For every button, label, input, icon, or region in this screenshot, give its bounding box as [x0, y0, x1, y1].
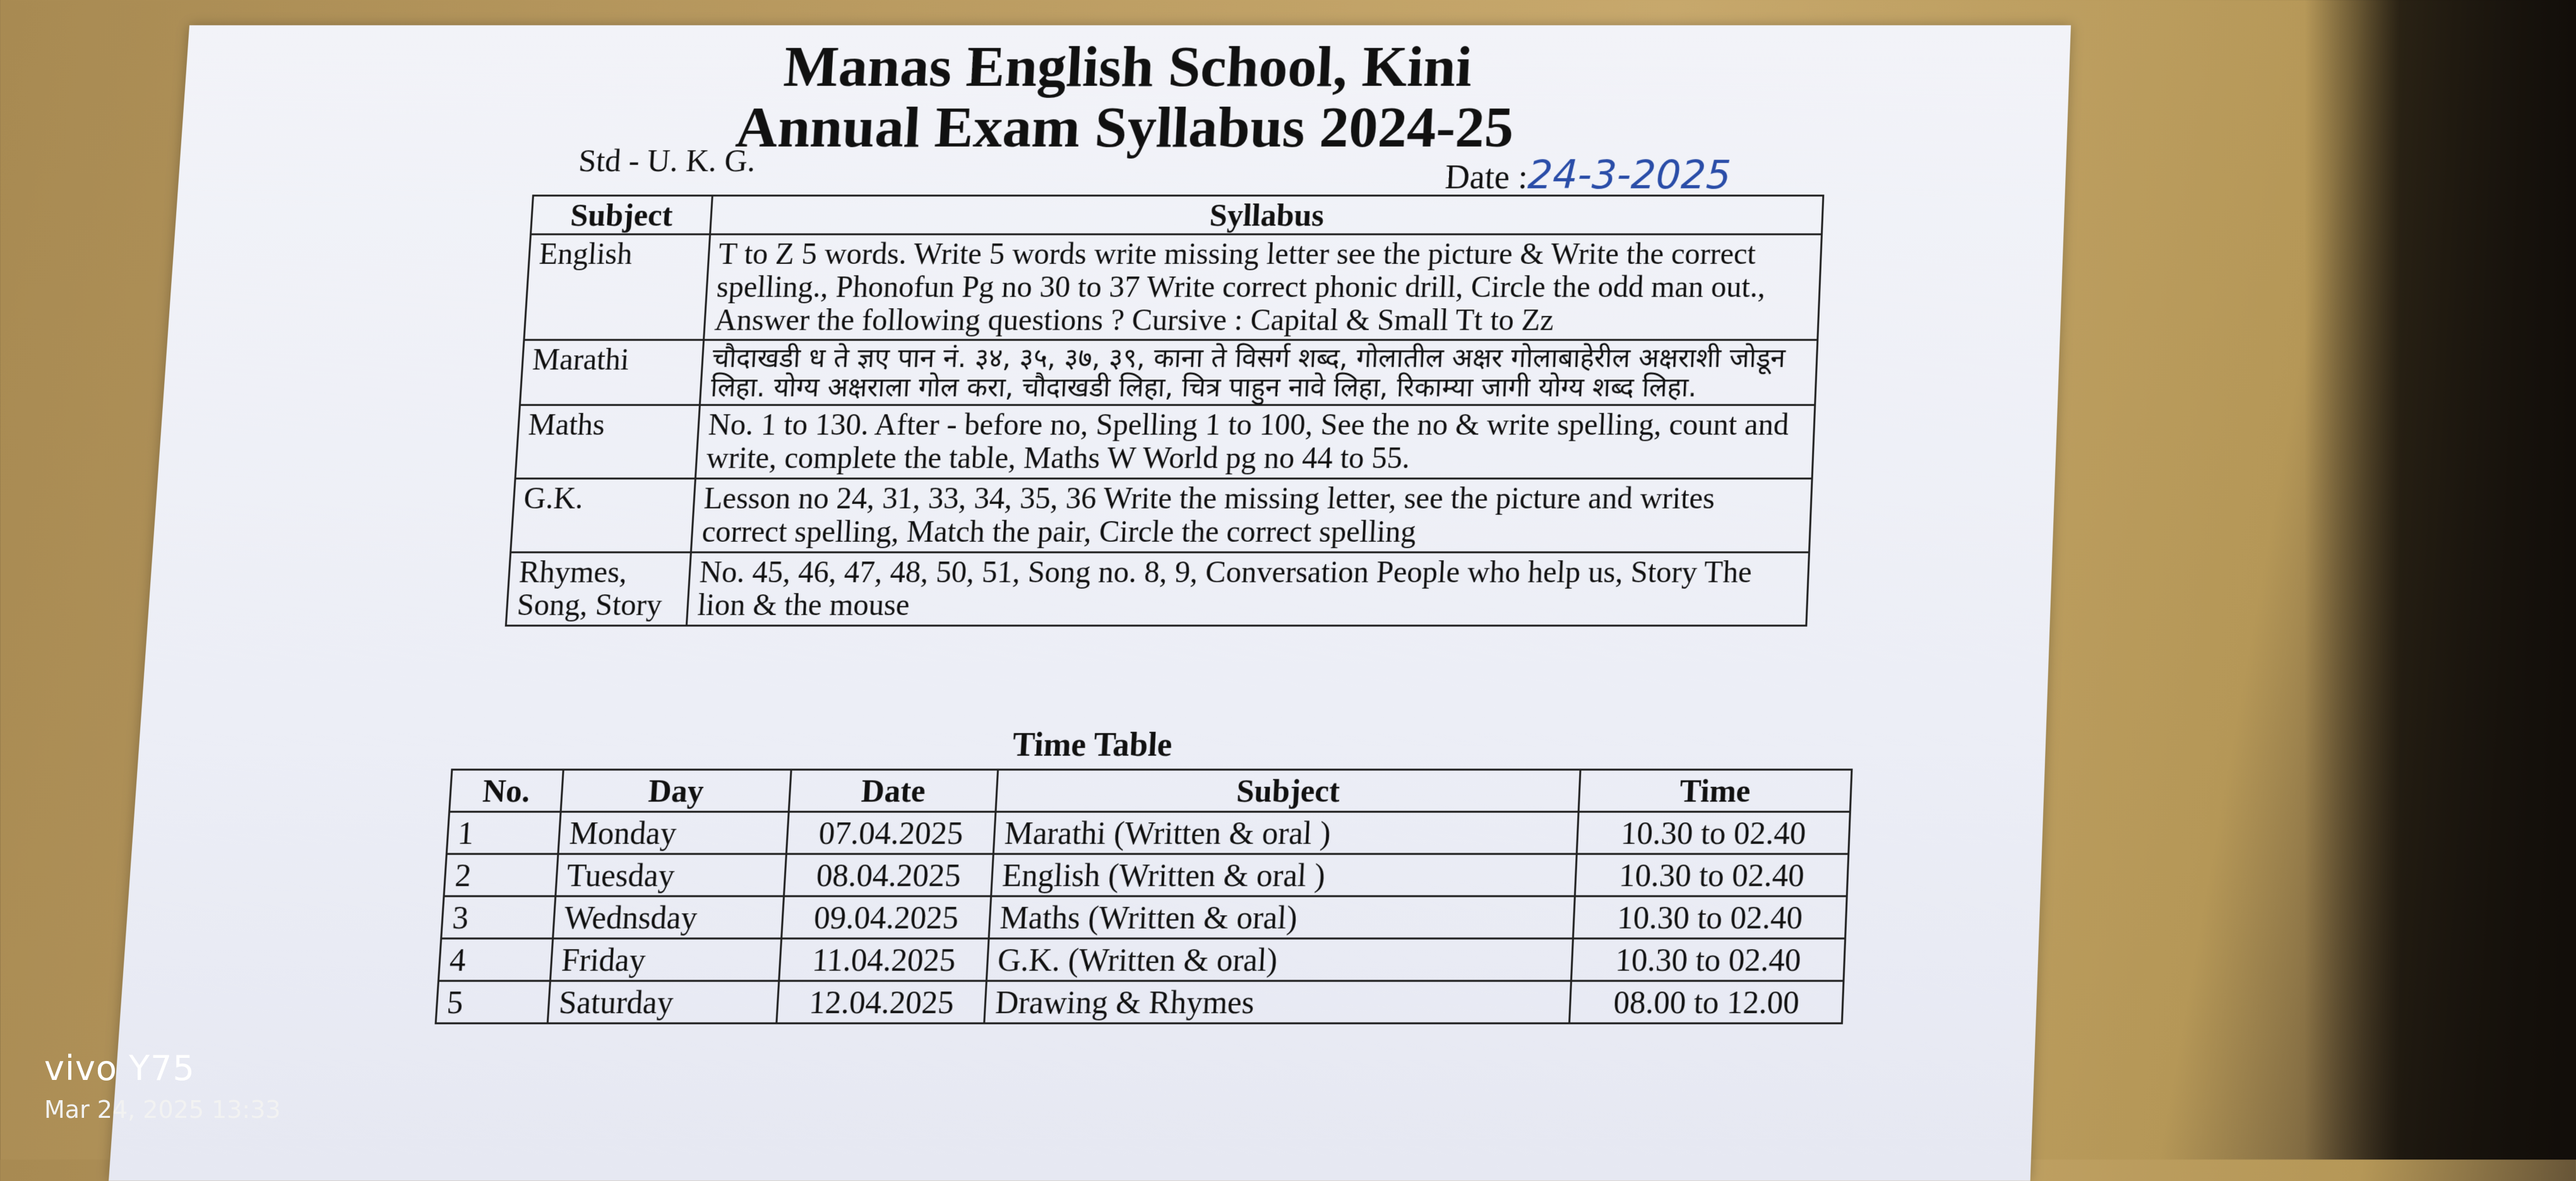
date-cell: 07.04.2025	[786, 812, 996, 854]
syllabus-header-row	[531, 196, 1823, 234]
table-row	[446, 812, 1850, 854]
no-cell: 2	[444, 854, 558, 896]
date-cell: 12.04.2025	[777, 981, 987, 1023]
syllabus-cell: Lesson no 24, 31, 33, 34, 35, 36 Write the missing letter, see the picture and writes correct spelling, Match the pair, Circle the correct spelling	[691, 479, 1812, 552]
day-cell: Friday	[551, 938, 782, 981]
table-row	[511, 479, 1812, 552]
syllabus-cell: No. 1 to 130. After - before no, Spelling 1 to 100, See the no & write spelling, count and write, complete the table, Maths W World pg no 44 to 55.	[695, 405, 1815, 478]
school-name: Manas English School, Kini	[782, 33, 1474, 99]
standard-label: Std - U. K. G.	[577, 142, 757, 179]
date-field	[1444, 152, 1732, 198]
syllabus-table	[505, 195, 1825, 626]
time-cell: 10.30 to 02.40	[1571, 938, 1845, 981]
time-cell: 08.00 to 12.00	[1569, 981, 1844, 1023]
date-cell: 08.04.2025	[784, 854, 993, 896]
subject-header: Subject	[531, 196, 713, 234]
handwritten-date: 24-3-2025	[1527, 151, 1732, 198]
day-header: Day	[561, 770, 791, 812]
time-cell: 10.30 to 02.40	[1573, 896, 1847, 938]
date-label: Date :	[1444, 158, 1529, 196]
table-row	[436, 981, 1844, 1023]
camera-watermark: vivo Y75	[44, 1048, 195, 1088]
syllabus-paper	[109, 25, 2071, 1181]
date-cell: 09.04.2025	[781, 896, 991, 938]
subject-cell: Drawing & Rhymes	[984, 981, 1571, 1023]
background-shadow	[2305, 0, 2576, 1160]
subject-cell: G.K.	[511, 479, 696, 552]
table-row	[515, 405, 1815, 478]
day-cell: Tuesday	[556, 854, 786, 896]
table-row	[520, 340, 1817, 405]
table-row	[524, 234, 1822, 340]
timetable-table	[434, 769, 1852, 1024]
subject-cell: Maths (Written & oral)	[989, 896, 1575, 938]
timetable-title: Time Table	[1011, 726, 1173, 764]
table-row	[444, 854, 1849, 896]
subject-header: Subject	[996, 770, 1580, 812]
syllabus-cell: No. 45, 46, 47, 48, 50, 51, Song no. 8, 9, Conversation People who help us, Story The lion & the mouse	[686, 552, 1809, 626]
time-header: Time	[1578, 770, 1852, 812]
no-cell: 1	[446, 812, 561, 854]
date-header: Date	[789, 770, 998, 812]
syllabus-cell: T to Z 5 words. Write 5 words write missing letter see the picture & Write the correct spelling., Phonofun Pg no 30 to 37 Write correct phonic drill, Circle the odd man out., Answer the following questions ? Cursive : Capital & Small Tt to Zz	[704, 234, 1822, 340]
no-cell: 4	[438, 938, 553, 981]
subject-cell: Marathi	[520, 340, 703, 405]
no-cell: 3	[441, 896, 556, 938]
time-cell: 10.30 to 02.40	[1577, 812, 1850, 854]
exam-title: Annual Exam Syllabus 2024-25	[734, 94, 1515, 160]
subject-cell: Marathi (Written & oral )	[994, 812, 1578, 854]
day-cell: Saturday	[548, 981, 779, 1023]
timetable-header-row	[450, 770, 1852, 812]
table-row	[438, 938, 1845, 981]
day-cell: Monday	[558, 812, 789, 854]
subject-cell: English (Written & oral )	[991, 854, 1577, 896]
time-cell: 10.30 to 02.40	[1575, 854, 1849, 896]
no-cell: 5	[436, 981, 551, 1023]
subject-cell: G.K. (Written & oral)	[987, 938, 1573, 981]
subject-cell: Rhymes, Song, Story	[506, 552, 691, 626]
date-cell: 11.04.2025	[779, 938, 989, 981]
subject-cell: Maths	[515, 405, 700, 478]
day-cell: Wednsday	[553, 896, 784, 938]
subject-cell: English	[524, 234, 710, 340]
camera-timestamp: Mar 24, 2025 13:33	[44, 1096, 281, 1124]
table-row	[441, 896, 1847, 938]
syllabus-header: Syllabus	[710, 196, 1823, 234]
syllabus-cell: चौदाखडी ध ते ज्ञए पान नं. ३४, ३५, ३७, ३९, काना ते विसर्ग शब्द, गोलातील अक्षर गोलाबाहेरील अक्षराशी जोडून लिहा. योग्य अक्षराला गोल करा, चौदाखडी लिहा, चित्र पाहुन नावे लिहा, रिकाम्या जागी योग्य शब्द लिहा.	[700, 340, 1817, 405]
no-header: No.	[450, 770, 564, 812]
table-row	[506, 552, 1809, 626]
